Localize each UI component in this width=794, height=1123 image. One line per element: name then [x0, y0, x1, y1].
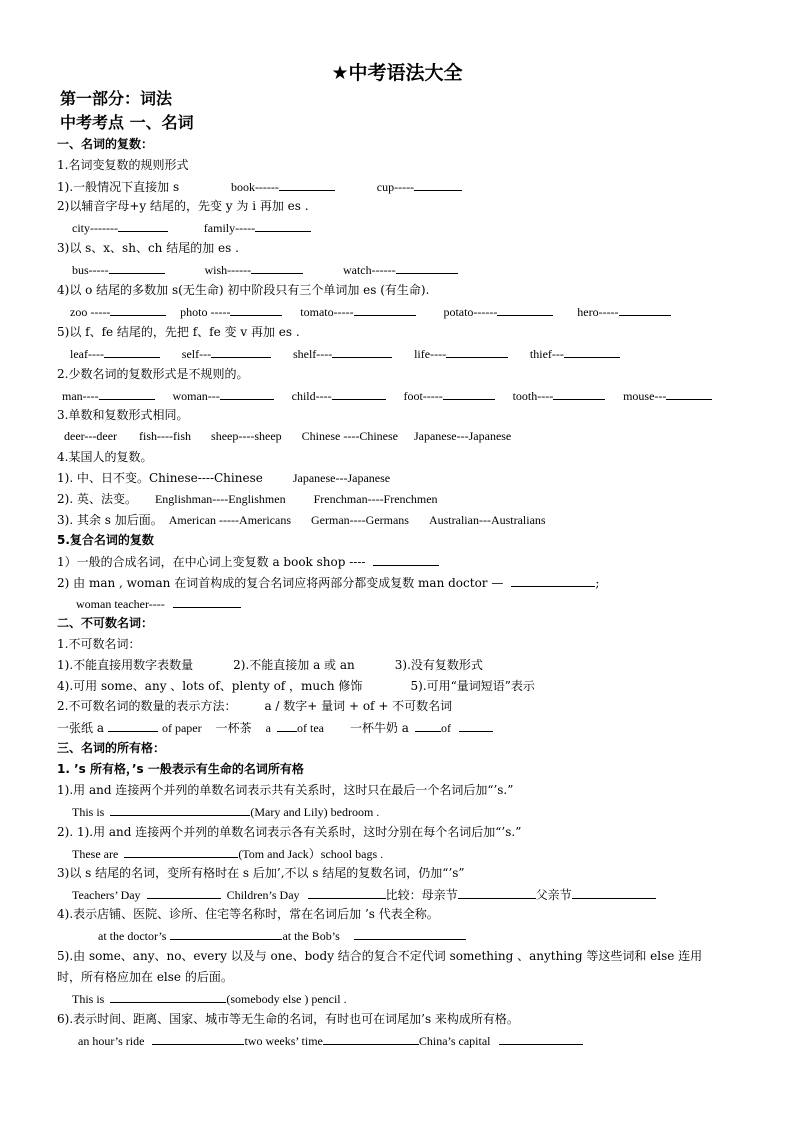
- rule-5a: [57, 553, 439, 570]
- example-word: woman---: [172, 389, 220, 403]
- example-word: German----Germans: [311, 513, 409, 527]
- example-word: fish----fish: [139, 429, 192, 443]
- blank[interactable]: [332, 387, 386, 400]
- example-word: woman teacher----: [76, 597, 165, 611]
- rule-text: 2.不可数名词的数量的表示方法：: [57, 699, 237, 713]
- example-word: book------: [230, 180, 279, 194]
- example-word: at the doctor’s: [98, 929, 167, 943]
- blank[interactable]: [354, 927, 466, 940]
- example-word: deer---deer: [64, 429, 118, 443]
- blank[interactable]: [110, 803, 250, 816]
- blank[interactable]: [109, 261, 165, 274]
- example-word: photo -----: [180, 305, 231, 319]
- blank[interactable]: [414, 178, 462, 191]
- rule-1a: [57, 178, 462, 195]
- rule-text: 1). 中、日不变。Chinese----Chinese: [57, 471, 263, 485]
- blank[interactable]: [396, 261, 458, 274]
- heading-plural: 一、名词的复数：: [57, 137, 154, 151]
- examples-2: [62, 387, 712, 404]
- blank[interactable]: [220, 387, 274, 400]
- example-word: Australian---Australians: [428, 513, 546, 527]
- example-word: self---: [181, 347, 212, 361]
- phrase: a: [265, 721, 271, 735]
- blank[interactable]: [354, 303, 416, 316]
- example-p1c: [72, 886, 656, 903]
- example-word: potato------: [443, 305, 498, 319]
- examples-1d: [70, 303, 671, 320]
- blank[interactable]: [255, 219, 311, 232]
- examples-3: [64, 428, 511, 444]
- blank[interactable]: [104, 345, 160, 358]
- example-word: Englishman----Englishmen: [154, 492, 286, 506]
- blank[interactable]: [124, 845, 238, 858]
- example-word: family-----: [203, 221, 256, 235]
- rule-text: 4).可用 some、any 、lots of、plenty of ，much 修饰: [57, 679, 363, 693]
- rule-text: 2) 由 man , woman 在词首构成的复合名词应将两部分都变成复数 man doctor —: [57, 576, 504, 590]
- phrase: 一杯牛奶 a: [349, 721, 409, 735]
- rule-1d: 4)以 o 结尾的多数加 s(无生命) 初中阶段只有三个单词加 es (有生命).: [57, 283, 430, 297]
- rule-text: 2).不能直接加 a 或 an: [233, 658, 355, 672]
- example-word: (Tom and Jack）school bags .: [238, 847, 384, 861]
- phrase: of: [440, 721, 451, 735]
- example-word: This is: [72, 992, 105, 1006]
- blank[interactable]: [323, 1032, 419, 1045]
- example-word: tomato-----: [300, 305, 354, 319]
- blank[interactable]: [572, 886, 656, 899]
- blank[interactable]: [211, 345, 271, 358]
- rule-u2: [57, 698, 452, 714]
- examples-1e: [70, 345, 620, 362]
- rule-p1e: 5).由 some、any、no、every 以及与 one、body 结合的复合不定代词 something 、anything 等这些词和 else 连用: [57, 949, 703, 963]
- example-word: (Mary and Lily) bedroom .: [250, 805, 380, 819]
- rule-text: 3). 其余 s 加后面。: [57, 513, 163, 527]
- blank[interactable]: [553, 387, 605, 400]
- punctuation: ;: [595, 576, 600, 590]
- rule-p1: 1. ’s 所有格，’s 一般表示有生命的名词所有格: [57, 762, 304, 776]
- formula: a / 数字+ 量词 + of + 不可数名词: [264, 699, 453, 713]
- example-word: 父亲节: [535, 888, 572, 902]
- rule-1c: 3)以 s、x、sh、ch 结尾的加 es .: [57, 241, 239, 255]
- examples-1b: [72, 219, 311, 236]
- page-title: ★中考语法大全: [331, 62, 463, 84]
- example-word: foot-----: [403, 389, 443, 403]
- blank[interactable]: [564, 345, 620, 358]
- rule-p1d: 4).表示店铺、医院、诊所、住宅等名称时，常在名词后加 ’s 代表全称。: [57, 907, 439, 921]
- rule-p1f: 6).表示时间、距离、国家、城市等无生命的名词，有时也可在词尾加’s 来构成所有格。: [57, 1012, 519, 1026]
- blank[interactable]: [308, 886, 386, 899]
- rule-p1e-cont: 时，所有格应加在 else 的后面。: [57, 970, 233, 984]
- blank[interactable]: [230, 303, 282, 316]
- blank[interactable]: [279, 178, 335, 191]
- example-p1d: [98, 927, 466, 944]
- example-word: China’s capital: [418, 1034, 491, 1048]
- example-word: These are: [72, 847, 119, 861]
- rule-1b: 2)以辅音字母+y 结尾的，先变 y 为 i 再加 es .: [57, 199, 309, 213]
- rule-2: 2.少数名词的复数形式是不规则的。: [57, 367, 249, 381]
- blank[interactable]: [110, 990, 226, 1003]
- rule-text: 2). 英、法变。: [57, 492, 137, 506]
- example-word: This is: [72, 805, 105, 819]
- blank[interactable]: [511, 574, 595, 587]
- blank[interactable]: [446, 345, 508, 358]
- example-word: mouse---: [623, 389, 667, 403]
- examples-1c: [72, 261, 458, 278]
- rule-u1-list: [57, 657, 483, 673]
- example-p1e: [72, 990, 347, 1007]
- rule-5: 5.复合名词的复数: [57, 533, 154, 547]
- rule-text: 1).一般情况下直接加 s: [57, 180, 180, 194]
- rule-5c: [76, 595, 241, 612]
- rule-text: 3).没有复数形式: [394, 658, 483, 672]
- example-word: Children’s Day: [226, 888, 300, 902]
- example-p1f: [78, 1032, 583, 1049]
- rule-4: 4.某国人的复数。: [57, 450, 153, 464]
- example-word: Teachers’ Day: [72, 888, 141, 902]
- blank[interactable]: [147, 886, 221, 899]
- example-word: cup-----: [376, 180, 415, 194]
- blank[interactable]: [619, 303, 671, 316]
- rule-p1a: 1).用 and 连接两个并列的单数名词表示共有关系时，这时只在最后一个名词后加“’s.”: [57, 783, 514, 797]
- example-word: Japanese---Japanese: [413, 429, 512, 443]
- rule-p1c: 3)以 s 结尾的名词，变所有格时在 s 后加’,不以 s 结尾的复数名词，仍加“’s”: [57, 866, 465, 880]
- blank[interactable]: [666, 387, 712, 400]
- example-word: shelf----: [292, 347, 333, 361]
- rule-4b: [57, 491, 438, 507]
- blank[interactable]: [415, 719, 441, 732]
- rule-4c: [57, 512, 546, 528]
- rule-3: 3.单数和复数形式相同。: [57, 408, 189, 422]
- example-word: two weeks’ time: [244, 1034, 323, 1048]
- example-word: Japanese---Japanese: [292, 471, 391, 485]
- example-word: watch------: [342, 263, 396, 277]
- blank[interactable]: [152, 1032, 244, 1045]
- example-word: (somebody else ) pencil .: [226, 992, 347, 1006]
- blank[interactable]: [118, 219, 168, 232]
- rule-text: 1）一般的合成名词，在中心词上变复数 a book shop ----: [57, 555, 366, 569]
- rule-5b: [57, 574, 599, 591]
- blank[interactable]: [277, 719, 297, 732]
- example-word: hero-----: [577, 305, 619, 319]
- example-word: wish------: [204, 263, 252, 277]
- blank[interactable]: [108, 719, 158, 732]
- rule-u1: 1.不可数名词：: [57, 637, 141, 651]
- example-p1a: [72, 803, 379, 820]
- part-heading: 第一部分：词法: [60, 89, 173, 108]
- blank[interactable]: [459, 719, 493, 732]
- example-word: Frenchman----Frenchmen: [313, 492, 438, 506]
- example-word: life----: [414, 347, 447, 361]
- example-word: an hour’s ride: [78, 1034, 145, 1048]
- rule-1e: 5)以 f、fe 结尾的，先把 f、fe 变 v 再加 es .: [57, 325, 300, 339]
- phrase: of paper: [161, 721, 202, 735]
- blank[interactable]: [99, 387, 155, 400]
- example-word: man----: [62, 389, 99, 403]
- blank[interactable]: [110, 303, 166, 316]
- rule-p1b: 2). 1).用 and 连接两个并列的单数名词表示各有关系时，这时分别在每个名词后加“’s.”: [57, 825, 522, 839]
- example-word: bus-----: [72, 263, 109, 277]
- blank[interactable]: [497, 303, 553, 316]
- blank[interactable]: [443, 387, 495, 400]
- example-p1b: [72, 845, 383, 862]
- phrase: 一张纸 a: [57, 721, 104, 735]
- example-word: thief---: [529, 347, 564, 361]
- example-word: city-------: [72, 221, 118, 235]
- blank[interactable]: [251, 261, 303, 274]
- blank[interactable]: [332, 345, 392, 358]
- rule-1: 1.名词变复数的规则形式: [57, 158, 189, 172]
- blank[interactable]: [499, 1032, 583, 1045]
- example-word: American -----Americans: [168, 513, 292, 527]
- section-heading: 中考考点 一、名词: [60, 113, 194, 132]
- rule-4a: [57, 470, 390, 486]
- heading-possessive: 三、名词的所有格：: [57, 741, 166, 755]
- phrase: of tea: [296, 721, 324, 735]
- heading-uncountable: 二、不可数名词：: [57, 616, 154, 630]
- phrase: 一杯茶: [215, 721, 252, 735]
- example-word: tooth----: [512, 389, 554, 403]
- blank[interactable]: [173, 595, 241, 608]
- example-word: 比较：母亲节: [385, 888, 458, 902]
- example-word: at the Bob’s: [282, 929, 340, 943]
- blank[interactable]: [458, 886, 536, 899]
- example-word: child----: [291, 389, 332, 403]
- rule-u1-list2: [57, 678, 535, 694]
- blank[interactable]: [170, 927, 282, 940]
- rule-text: 1).不能直接用数字表数量: [57, 658, 194, 672]
- rule-text: 5).可用“量词短语”表示: [410, 679, 535, 693]
- example-word: Chinese ----Chinese: [301, 429, 398, 443]
- blank[interactable]: [373, 553, 439, 566]
- example-word: sheep----sheep: [211, 429, 282, 443]
- example-word: zoo -----: [70, 305, 111, 319]
- rule-u3: [57, 719, 493, 736]
- example-word: leaf----: [70, 347, 104, 361]
